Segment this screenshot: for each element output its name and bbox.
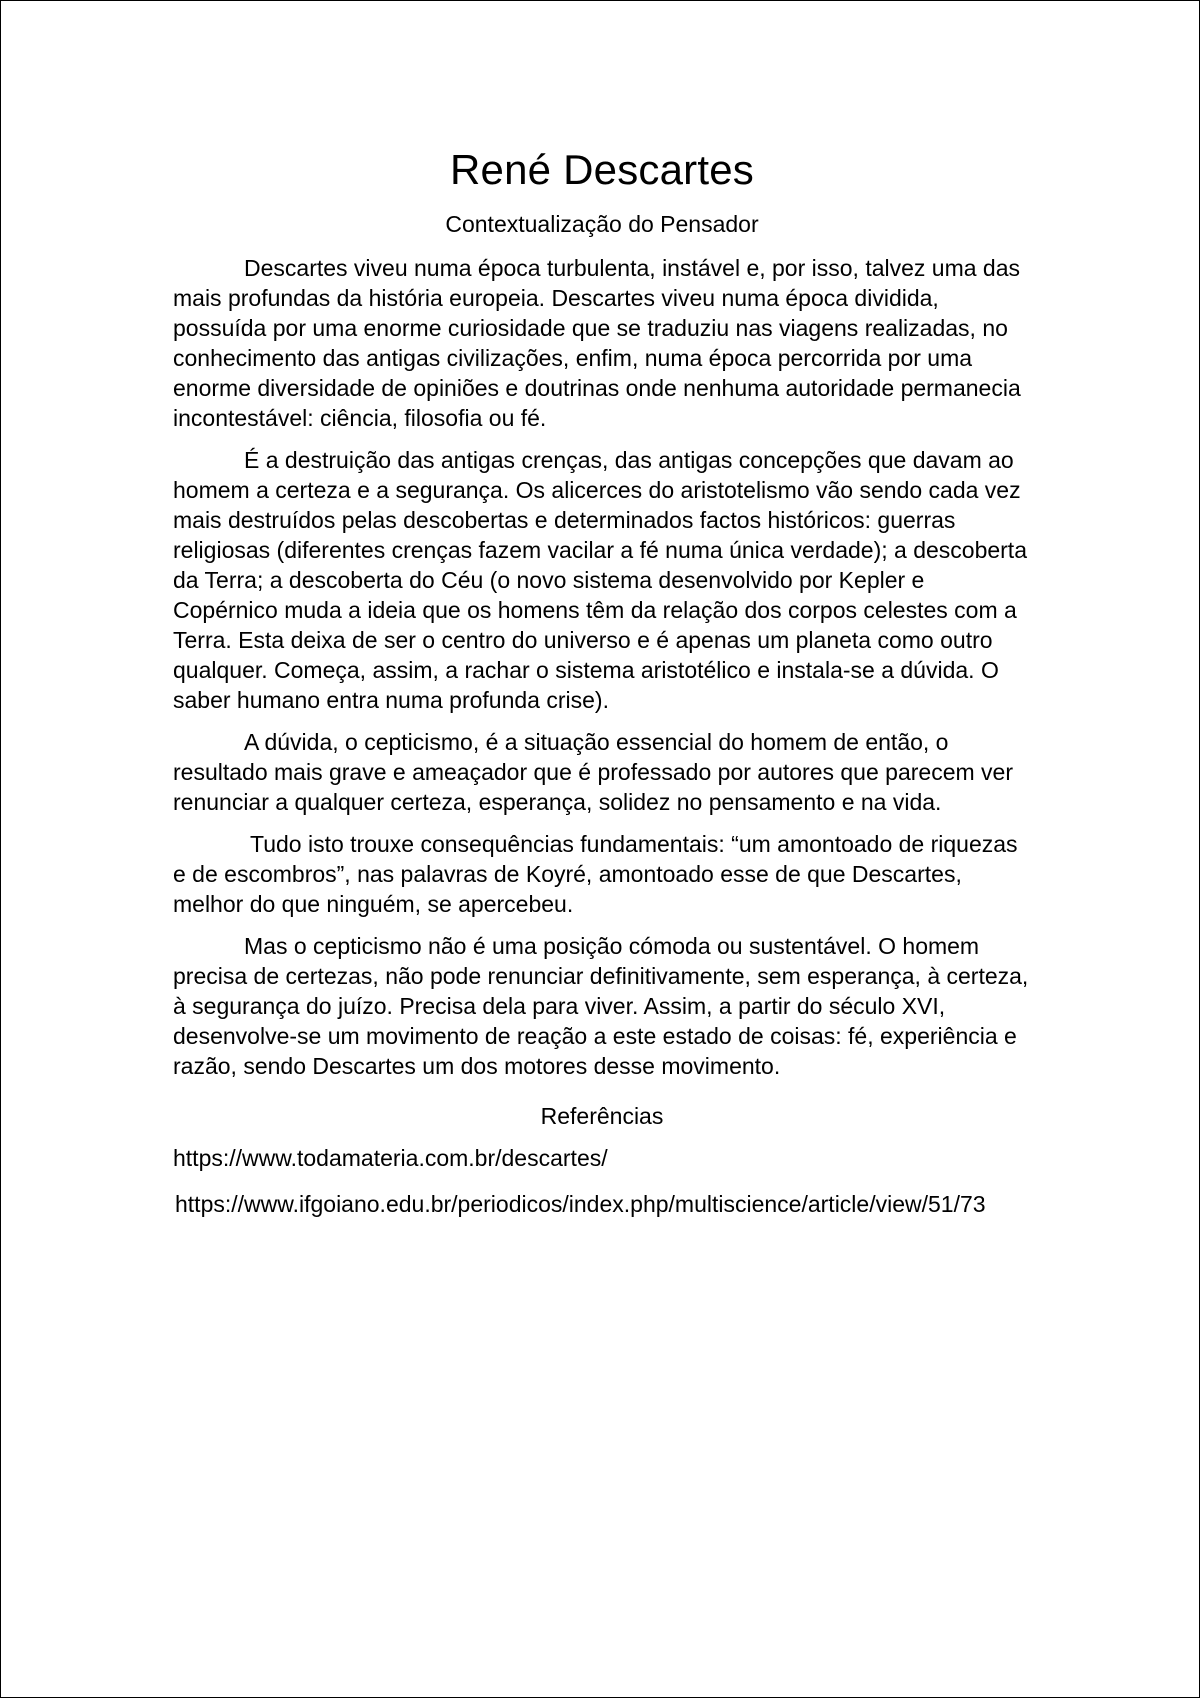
reference-link[interactable]: https://www.ifgoiano.edu.br/periodicos/index.php/multiscience/article/view/51/73 [175, 1191, 986, 1217]
paragraph: A dúvida, o cepticismo, é a situação essencial do homem de então, o resultado mais grave e ameaçador que é professado por autores que parecem ver renunciar a qualquer certeza, esperança, solidez no pensamento e na vida. [173, 729, 1013, 815]
paragraph: Descartes viveu numa época turbulenta, instável e, por isso, talvez uma das mais profundas da história europeia. Descartes viveu numa época dividida, possuída por uma enorme curiosidade que se traduziu nas viagens realizadas, no conhecimento das antigas civilizações, enfim, numa época percorrida por uma enorme diversidade de opiniões e doutrinas onde nenhuma autoridade permanecia incontestável: ciência, filosofia ou fé. [173, 255, 1021, 431]
document-subtitle: Contextualização do Pensador [445, 211, 759, 237]
paragraph: Mas o cepticismo não é uma posição cómoda ou sustentável. O homem precisa de certezas, não pode renunciar definitivamente, sem esperança, à certeza, à segurança do juízo. Precisa dela para viver. Assim, a partir do século XVI, desenvolve-se um movimento de reação a este estado de coisas: fé, experiência e razão, sendo Descartes um dos motores desse movimento. [173, 933, 1029, 1079]
paragraph: Tudo isto trouxe consequências fundamentais: “um amontoado de riquezas e de escombros”, nas palavras de Koyré, amontoado esse de que Descartes, melhor do que ninguém, se apercebeu. [173, 831, 1018, 917]
document-title: René Descartes [450, 146, 754, 193]
document-body [173, 141, 1031, 1221]
paragraph: É a destruição das antigas crenças, das antigas concepções que davam ao homem a certeza e a segurança. Os alicerces do aristotelismo vão sendo cada vez mais destruídos pelas descobertas e determinados factos históricos: guerras religiosas (diferentes crenças fazem vacilar a fé numa única verdade); a descoberta da Terra; a descoberta do Céu (o novo sistema desenvolvido por Kepler e Copérnico muda a ideia que os homens têm da relação dos corpos celestes com a Terra. Esta deixa de ser o centro do universo e é apenas um planeta como outro qualquer. Começa, assim, a rachar o sistema aristotélico e instala-se a dúvida. O saber humano entra numa profunda crise). [173, 447, 1027, 713]
reference-link[interactable]: https://www.todamateria.com.br/descartes/ [173, 1145, 608, 1171]
references-heading: Referências [540, 1103, 664, 1129]
